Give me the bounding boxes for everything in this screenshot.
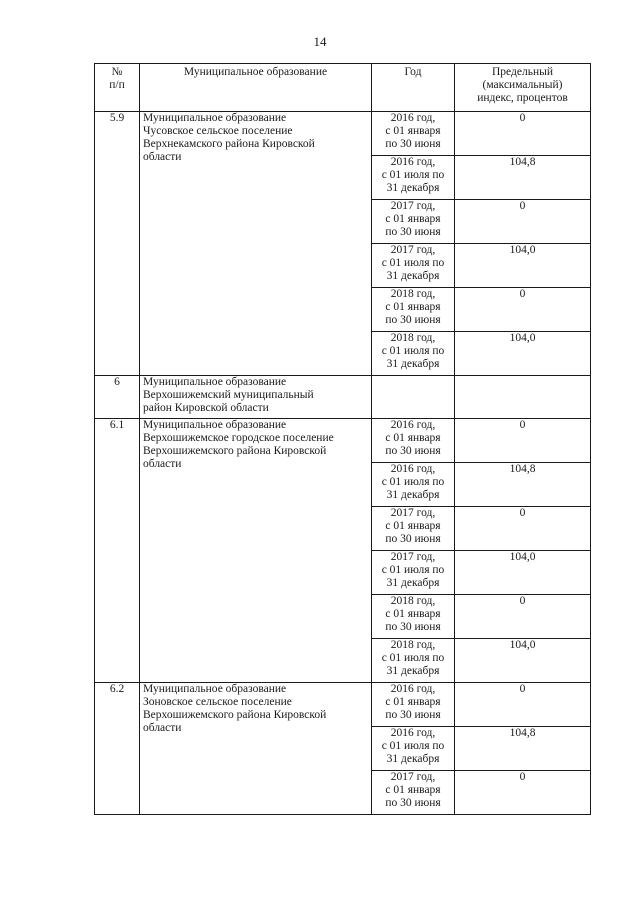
- municipality-name-line: Верхнекамского района Кировской: [143, 138, 315, 150]
- period-line: по 30 июня: [385, 226, 441, 238]
- period-cell: [372, 200, 455, 244]
- period-line: 31 декабря: [386, 270, 440, 282]
- period-cell: [372, 595, 455, 639]
- period-line: по 30 июня: [385, 445, 441, 457]
- period-line: с 01 января: [385, 301, 441, 313]
- table-header: [95, 64, 591, 112]
- header-year: Год: [372, 64, 455, 112]
- index-value: 104,8: [455, 727, 591, 771]
- period-line: 31 декабря: [386, 753, 440, 765]
- municipality-name-line: Зоновское сельское поселение: [143, 696, 292, 708]
- table-row: [95, 112, 591, 156]
- index-value: 104,8: [455, 463, 591, 507]
- municipality-name-line: Муниципальное образование: [143, 419, 287, 431]
- row-number: 6.2: [95, 683, 140, 815]
- municipality-name-line: области: [143, 722, 182, 734]
- municipality-name-line: Муниципальное образование: [143, 376, 287, 388]
- period-cell: [372, 683, 455, 727]
- index-value: 104,0: [455, 332, 591, 376]
- index-value: 0: [455, 507, 591, 551]
- period-line: по 30 июня: [385, 138, 441, 150]
- period-line: по 30 июня: [385, 533, 441, 545]
- period-cell: [372, 244, 455, 288]
- index-value: 0: [455, 683, 591, 727]
- period-line: с 01 июля по: [381, 257, 445, 269]
- period-line: 2018 год,: [390, 288, 436, 300]
- period-line: 31 декабря: [386, 577, 440, 589]
- period-line: по 30 июня: [385, 314, 441, 326]
- table-row: [95, 683, 591, 727]
- period-line: с 01 января: [385, 432, 441, 444]
- municipality-name-line: Верхошижемского района Кировской: [143, 709, 327, 721]
- municipality-name-line: район Кировской области: [143, 402, 269, 414]
- period-line: 2017 год,: [390, 771, 436, 783]
- period-line: 2018 год,: [390, 595, 436, 607]
- period-line: 31 декабря: [386, 182, 440, 194]
- period-line: с 01 июля по: [381, 345, 445, 357]
- period-line: с 01 января: [385, 784, 441, 796]
- table-body: [95, 112, 591, 815]
- index-value: 0: [455, 419, 591, 463]
- period-cell: [372, 112, 455, 156]
- table-row: [95, 376, 591, 419]
- index-value: 104,0: [455, 639, 591, 683]
- period-line: 2018 год,: [390, 639, 436, 651]
- period-cell: [372, 156, 455, 200]
- municipality-name: [140, 112, 372, 376]
- municipality-name-line: Верхошижемское городское поселение: [143, 432, 334, 444]
- period-line: 31 декабря: [386, 665, 440, 677]
- period-line: 2016 год,: [390, 112, 436, 124]
- municipality-name-line: области: [143, 151, 182, 163]
- municipality-name: [140, 419, 372, 683]
- table-row: [95, 419, 591, 463]
- index-value: 0: [455, 112, 591, 156]
- municipality-name-line: области: [143, 458, 182, 470]
- period-line: 31 декабря: [386, 489, 440, 501]
- row-number: 6.1: [95, 419, 140, 683]
- tariff-index-table: [94, 63, 591, 815]
- period-line: с 01 июля по: [381, 652, 445, 664]
- municipality-name: [140, 683, 372, 815]
- municipality-name-line: Чусовское сельское поселение: [143, 125, 293, 137]
- period-cell: [372, 771, 455, 815]
- period-cell: [372, 463, 455, 507]
- period-line: с 01 июля по: [381, 740, 445, 752]
- municipality-name-line: Верхошижемского района Кировской: [143, 445, 327, 457]
- index-value: 0: [455, 595, 591, 639]
- period-line: с 01 июля по: [381, 169, 445, 181]
- header-index: Предельный (максимальный) индекс, процентов: [455, 64, 591, 112]
- header-municipality: Муниципальное образование: [140, 64, 372, 112]
- period-line: по 30 июня: [385, 621, 441, 633]
- period-line: 2017 год,: [390, 244, 436, 256]
- period-line: 2016 год,: [390, 463, 436, 475]
- municipality-name-line: Верхошижемский муниципальный: [143, 389, 314, 401]
- period-cell: [372, 419, 455, 463]
- period-line: с 01 января: [385, 520, 441, 532]
- period-cell: [372, 639, 455, 683]
- period-cell: [372, 332, 455, 376]
- index-value: 0: [455, 771, 591, 815]
- index-value: 104,0: [455, 551, 591, 595]
- header-num: № п/п: [95, 64, 140, 112]
- index-value: 0: [455, 200, 591, 244]
- period-line: 2018 год,: [390, 332, 436, 344]
- header-row: [95, 64, 591, 112]
- period-cell: [372, 551, 455, 595]
- period-line: по 30 июня: [385, 797, 441, 809]
- municipality-name-line: Муниципальное образование: [143, 683, 287, 695]
- period-line: с 01 января: [385, 125, 441, 137]
- index-value: 0: [455, 288, 591, 332]
- period-line: 2017 год,: [390, 507, 436, 519]
- period-line: 2016 год,: [390, 683, 436, 695]
- municipality-name-line: Муниципальное образование: [143, 112, 287, 124]
- period-line: 2016 год,: [390, 419, 436, 431]
- municipality-name: [140, 376, 372, 419]
- period-line: с 01 января: [385, 696, 441, 708]
- period-line: 2017 год,: [390, 200, 436, 212]
- period-line: с 01 января: [385, 213, 441, 225]
- period-cell: [372, 376, 455, 419]
- period-cell: [372, 507, 455, 551]
- period-cell: [372, 727, 455, 771]
- period-line: с 01 июля по: [381, 476, 445, 488]
- period-line: 2016 год,: [390, 727, 436, 739]
- row-number: 5.9: [95, 112, 140, 376]
- period-line: с 01 января: [385, 608, 441, 620]
- period-cell: [372, 288, 455, 332]
- page-number: 14: [313, 34, 327, 49]
- period-line: 2016 год,: [390, 156, 436, 168]
- index-value: 104,0: [455, 244, 591, 288]
- period-line: по 30 июня: [385, 709, 441, 721]
- index-value: 104,8: [455, 156, 591, 200]
- row-number: 6: [95, 376, 140, 419]
- period-line: 31 декабря: [386, 358, 440, 370]
- index-value: [455, 376, 591, 419]
- period-line: с 01 июля по: [381, 564, 445, 576]
- period-line: 2017 год,: [390, 551, 436, 563]
